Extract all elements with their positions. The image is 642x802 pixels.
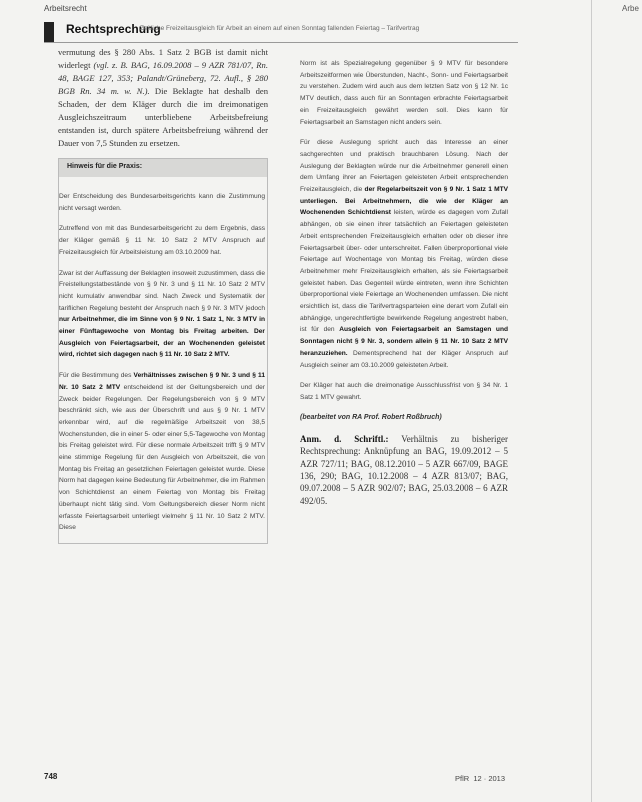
- editor-credit: (bearbeitet von RA Prof. Robert Roßbruch): [300, 413, 442, 421]
- hint-box-title: Hinweis für die Praxis:: [59, 159, 267, 177]
- journal-issue: PflR 12 · 2013: [455, 774, 506, 783]
- editorial-remark: Anm. d. Schriftl.: Verhältnis zu bisheriger Rechtsprechung: Anknüpfung an BAG, 19.09.2012 – 5 AZR 727/11; BAG, 08.12.2010 – 5 AZR 667/09, BAGE 136, 290; BAG, 10.12.2008 – 4 AZR 813/07; BAG, 09.07.2008 – 5 AZR 902/07; BAG, 25.03.2008 – 6 AZR 492/05.: [300, 433, 509, 506]
- hint-paragraph-1: Der Entscheidung des Bundesarbeitsgerichts kann die Zustimmung nicht versagt werden.: [59, 193, 265, 212]
- header-rule: [44, 42, 518, 43]
- hint-paragraph-2: Zutreffend von mit das Bundesarbeitsgericht zu dem Ergebnis, dass der Kläger gemäß § 11 Nr. 10 Satz 2 MTV Anspruch auf Freizeitausgleich für Arbeitsleistung am 03.10.2009 hat.: [59, 225, 265, 256]
- page-edge-rule: [591, 0, 592, 802]
- right-column: [300, 58, 508, 507]
- page-title: Rechtsprechung: [66, 22, 161, 36]
- section-corner-label: Arbe: [622, 4, 639, 13]
- section-label: Arbeitsrecht: [44, 4, 87, 13]
- hint-paragraph-4: Für die Bestimmung des Verhältnisses zwischen § 9 Nr. 3 und § 11 Nr. 10 Satz 2 MTV entscheidend ist der Geltungsbereich und der Zweck beider Regelungen. Der Regelungsbereich von § 9 MTV beschränkt sich, wie aus der Überschrift und aus § 9 Nr. 1 MTV erkennbar wird, auf die regelmäßige Arbeitszeit von 38,5 Wochenstunden, die in einer 5- oder einer 5,5-Tagewoche von Montag bis Freitag geleistet wird. Für diese normale Arbeitszeit trifft § 9 MTV eine stimmige Regelung für den Ausgleich von Arbeitszeit, die von Montag bis Freitag an gesetzlichen Feiertagen geleistet wurde. Diese Norm hat dagegen keine Bedeutung für Arbeitnehmer, die im Rahmen von Schichtdienst an einem Feiertag von Montag bis Freitag überhaupt nicht tätig sind. Vom Geltungsbereich dieser Norm nicht erfasste Feiertagsarbeit unterliegt vielmehr § 11 Nr. 10 Satz 2 MTV. Diese: [59, 372, 265, 532]
- right-paragraph-1: Norm ist als Spezialregelung gegenüber § 9 MTV für besondere Arbeitszeitformen wie Überstunden, Nacht-, Sonn- und Feiertagsarbeit zu verstehen. Zudem wird auch aus dem letzten Satz von § 12 Nr. 1c MTV deutlich, dass auch für an Sonntagen erbrachte Feiertagsarbeit ein Freizeitausgleich gewährt werden soll. Dies kann für Feiertagsarbeit an Samstagen nicht anders sein.: [300, 60, 508, 126]
- right-paragraph-2: Für diese Auslegung spricht auch das Interesse an einer sachgerechten und praktisch brauchbaren Lösung. Nach der Auslegung der Beklagten würde nur die Arbeitnehmer generell einen dem Umfang ihrer an Feiertagen geleisteten Arbeit entsprechenden Freizeitausgleich, die der Regelarbeitszeit von § 9 Nr. 1 Satz 1 MTV unterliegen. Bei Arbeitnehmern, die wie der Kläger an Wochenenden Schichtdienst leisten, würde es dagegen vom Zufall abhängen, ob sie einen ihrer tatsächlich an Feiertagen geleisteten Arbeit entsprechenden Freizeitausgleich erhalten oder ob dieser ihre Feiertagsarbeit über- oder unterschreitet. Fallen überproportional viele Feiertage auf Wochentage von Montag bis Freitag, würden diese Arbeitnehmer mehr Freizeitausgleich erhalten, als sie Feiertagsarbeit geleistet haben. Das Gegenteil würde eintreten, wenn ihre Schichten überproportional viele Feiertage an Wochenenden umfassen. Die nicht ersichtlich ist, dass die Tarifvertragsparteien eine derart vom Zufall ein abhängige, ungerechtfertigte bewirkende Regelung angestrebt haben, ist für den Ausgleich von Feiertagsarbeit an Samstagen und Sonntagen nicht § 9 Nr. 3, sondern allein § 11 Nr. 10 Satz 2 MTV heranzuziehen. Dementsprechend hat der Kläger Anspruch auf Ausgleich seiner am 03.10.2009 geleisteten Arbeit.: [300, 139, 509, 369]
- left-column: [58, 46, 268, 544]
- hint-box-body: [59, 177, 267, 534]
- hint-paragraph-3: Zwar ist der Auffassung der Beklagten insoweit zuzustimmen, dass die Freistellungstatbestände von § 9 Nr. 3 und § 11 Nr. 10 Satz 2 MTV nicht kumulativ anwendbar sind. Nach Zweck und Systematik der tariflichen Regelung besteht der Anspruch nach § 9 Nr. 3 MTV jedoch nur Arbeitnehmer, die im Sinne von § 9 Nr. 1 Satz 1, Nr. 3 MTV in einer Fünftagewoche von Montag bis Freitag arbeiten. Der Ausgleich von Feiertagsarbeit, der an Wochenenden geleistet wird, richtet sich dagegen nach § 11 Nr. 10 Satz 2 MTV.: [59, 269, 265, 359]
- page-subtitle: Zeitliche Freizeitausgleich für Arbeit an einem auf einen Sonntag fallenden Feiertag – Tarifvertrag: [140, 25, 420, 32]
- page-number: 748: [44, 772, 58, 781]
- intro-paragraph: vermutung des § 280 Abs. 1 Satz 2 BGB ist damit nicht widerlegt (vgl. z. B. BAG, 16.09.2008 – 9 AZR 781/07, Rn. 48, BAGE 127, 353; Palandt/Grüneberg, 72. Aufl., § 280 BGB Rn. 34 m. w. N.). Die Beklagte hat deshalb den Schaden, der dem Kläger durch die im dreimonatigen Ausgleichszeitraum unterbliebene Arbeitsbefreiung entstanden ist, durch spätere Arbeitsbefreiung während der Dauer von 7,5 Stunden zu ersetzen.: [58, 47, 268, 148]
- right-paragraph-3: Der Kläger hat auch die dreimonatige Ausschlussfrist von § 34 Nr. 1 Satz 1 MTV gewahrt.: [300, 382, 508, 401]
- header-marker-bar: [44, 22, 54, 42]
- hint-box: [58, 158, 268, 544]
